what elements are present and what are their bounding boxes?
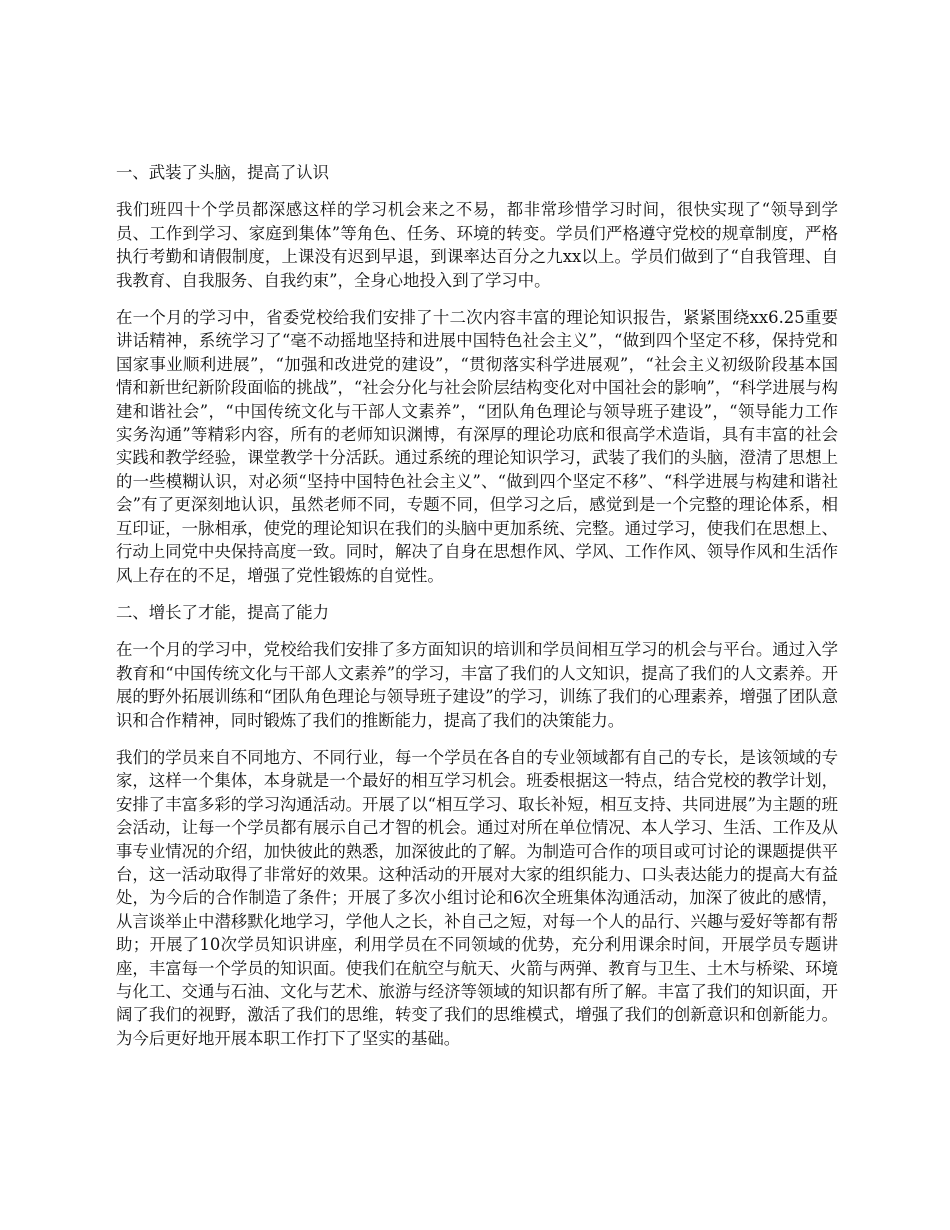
paragraph: 我们的学员来自不同地方、不同行业，每一个学员在各自的专业领域都有自己的专长，是该领域的专家，这样一个集体，本身就是一个最好的相互学习机会。班委根据这一特点，结合党校的教学计划，安排了丰富多彩的学习沟通活动。开展了以“相互学习、取长补短，相互支持、共同进展”为主题的班会活动，让每一个学员都有展示自己才智的机会。通过对所在单位情况、本人学习、生活、工作及从事专业情况的介绍，加快彼此的熟悉，加深彼此的了解。为制造可合作的项目或可讨论的课题提供平台，这一活动取得了非常好的效果。这种活动的开展对大家的组织能力、口头表达能力的提高大有益处，为今后的合作制造了条件；开展了多次小组讨论和6次全班集体沟通活动，加深了彼此的感情，从言谈举止中潜移默化地学习，学他人之长，补自己之短，对每一个人的品行、兴趣与爱好等都有帮助；开展了10次学员知识讲座，利用学员在不同领域的优势，充分利用课余时间，开展学员专题讲座，丰富每一个学员的知识面。使我们在航空与航天、火箭与两弹、教育与卫生、土木与桥梁、环境与化工、交通与石油、文化与艺术、旅游与经济等领域的知识都有所了解。丰富了我们的知识面，开阔了我们的视野，激活了我们的思维，转变了我们的思维模式，增强了我们的创新意识和创新能力。为今后更好地开展本职工作打下了坚实的基础。 xyxy=(116,747,838,1048)
section-2 xyxy=(116,601,838,1050)
document-page xyxy=(116,161,838,1064)
paragraph: 我们班四十个学员都深感这样的学习机会来之不易，都非常珍惜学习时间，很快实现了“领导到学员、工作到学习、家庭到集体”等角色、任务、环境的转变。学员们严格遵守党校的规章制度，严格执行考勤和请假制度，上课没有迟到早退，到课率达百分之九xx以上。学员们做到了“自我管理、自我教育、自我服务、自我约束”，全身心地投入到了学习中。 xyxy=(116,200,838,290)
paragraph: 在一个月的学习中，省委党校给我们安排了十二次内容丰富的理论知识报告，紧紧围绕xx6.25重要讲话精神，系统学习了“毫不动摇地坚持和进展中国特色社会主义”，“做到四个坚定不移，保持党和国家事业顺利进展”，“加强和改进党的建设”，“贯彻落实科学进展观”，“社会主义初级阶段基本国情和新世纪新阶段面临的挑战”，“社会分化与社会阶层结构变化对中国社会的影响”，“科学进展与构建和谐社会”，“中国传统文化与干部人文素养”，“团队角色理论与领导班子建设”，“领导能力工作实务沟通”等精彩内容，所有的老师知识渊博，有深厚的理论功底和很高学术造诣，具有丰富的社会实践和教学经验，课堂教学十分活跃。通过系统的理论知识学习，武装了我们的头脑，澄清了思想上的一些模糊认识，对必须“坚持中国特色社会主义”、“做到四个坚定不移”、“科学进展与构建和谐社会”有了更深刻地认识，虽然老师不同，专题不同，但学习之后，感觉到是一个完整的理论体系，相互印证，一脉相承，使党的理论知识在我们的头脑中更加系统、完整。通过学习，使我们在思想上、行动上同党中央保持高度一致。同时，解决了自身在思想作风、学风、工作作风、领导作风和生活作风上存在的不足，增强了党性锻炼的自觉性。 xyxy=(116,308,838,585)
section-1 xyxy=(116,161,838,587)
paragraph: 在一个月的学习中，党校给我们安排了多方面知识的培训和学员间相互学习的机会与平台。通过入学教育和“中国传统文化与干部人文素养”的学习，丰富了我们的人文知识，提高了我们的人文素养。开展的野外拓展训练和“团队角色理论与领导班子建设”的学习，训练了我们的心理素养，增强了团队意识和合作精神，同时锻炼了我们的推断能力，提高了我们的决策能力。 xyxy=(116,640,838,730)
section-heading: 一、武装了头脑，提高了认识 xyxy=(116,163,330,182)
section-heading: 二、增长了才能，提高了能力 xyxy=(116,602,330,622)
